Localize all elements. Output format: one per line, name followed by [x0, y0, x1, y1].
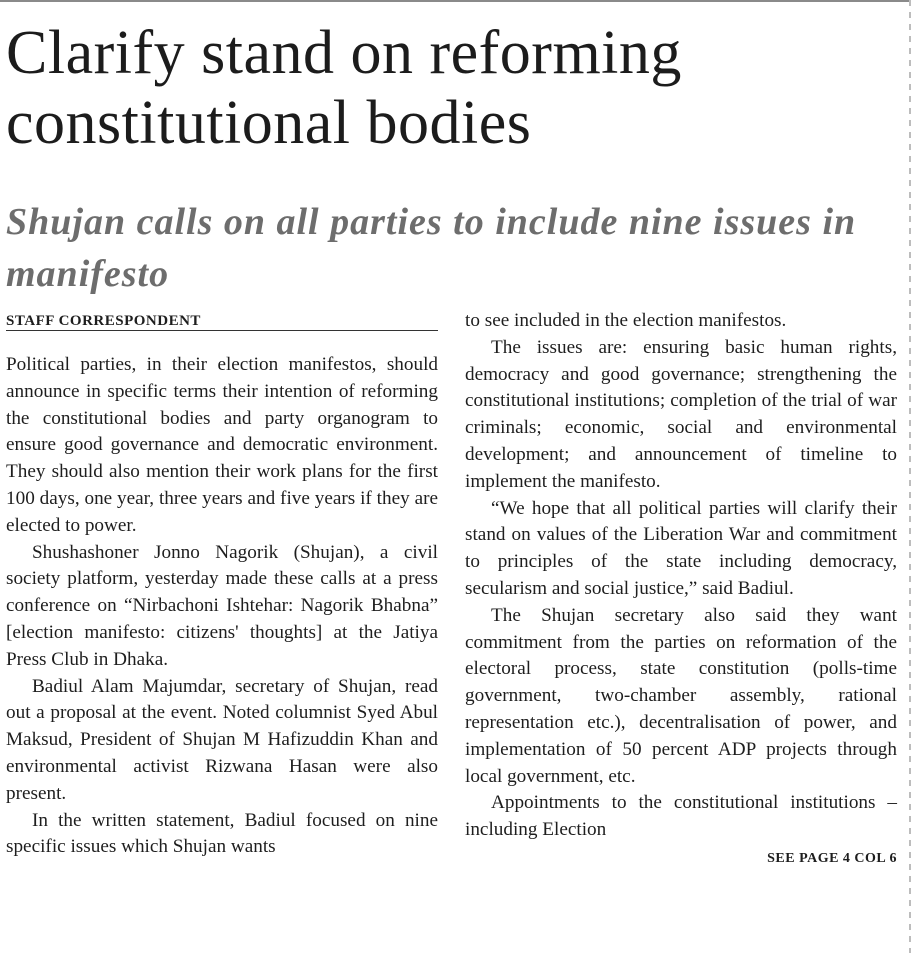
left-column	[6, 308, 438, 861]
jump-line[interactable]: SEE PAGE 4 COL 6	[767, 850, 897, 866]
paragraph-1: Political parties, in their election manifestos, should announce in specific terms their intention of reforming the constitutional bodies and party organogram to ensure good governance and democratic environment. They should also mention their work plans for the first 100 days, one year, three years and five years if they are elected to power.	[6, 354, 438, 536]
paragraph-7: The Shujan secretary also said they want commitment from the parties on reformation of the electoral process, state constitution (polls-time government, two-chamber assembly, rational representation etc.), decentralisation of power, and implementation of 50 percent ADP projects through local government, etc.	[465, 604, 897, 787]
paragraph-4-end: to see included in the election manifestos.	[465, 310, 787, 331]
paragraph-4-start: In the written statement, Badiul focused on nine specific issues which Shujan wants	[6, 809, 438, 858]
paragraph-5: The issues are: ensuring basic human rights, democracy and good governance; strengthening the constitutional institutions; completion of the trial of war criminals; economic, social and environmental development; and announcement of timeline to implement the manifesto.	[465, 336, 897, 492]
top-rule	[0, 0, 911, 2]
paragraph-2: Shushashoner Jonno Nagorik (Shujan), a civil society platform, yesterday made these calls at a press conference on “Nirbachoni Ishtehar: Nagorik Bhabna” [election manifesto: citizens' thoughts] at the Jatiya Press Club in Dhaka.	[6, 541, 438, 670]
headline: Clarify stand on reforming constitutional bodies	[6, 19, 682, 157]
byline: STAFF CORRESPONDENT	[6, 308, 438, 331]
paragraph-3: Badiul Alam Majumdar, secretary of Shujan, read out a proposal at the event. Noted columnist Syed Abul Maksud, President of Shujan M Hafizuddin Khan and environmental activist Rizwana Hasan were also present.	[6, 675, 438, 804]
right-column	[465, 308, 897, 873]
paragraph-8: Appointments to the constitutional institutions – including Election	[465, 792, 897, 841]
subheadline: Shujan calls on all parties to include nine issues in manifesto	[6, 201, 857, 295]
paragraph-6: “We hope that all political parties will clarify their stand on values of the Liberation War and commitment to principles of the state including democracy, secularism and social justice,” said Badiul.	[465, 497, 897, 599]
